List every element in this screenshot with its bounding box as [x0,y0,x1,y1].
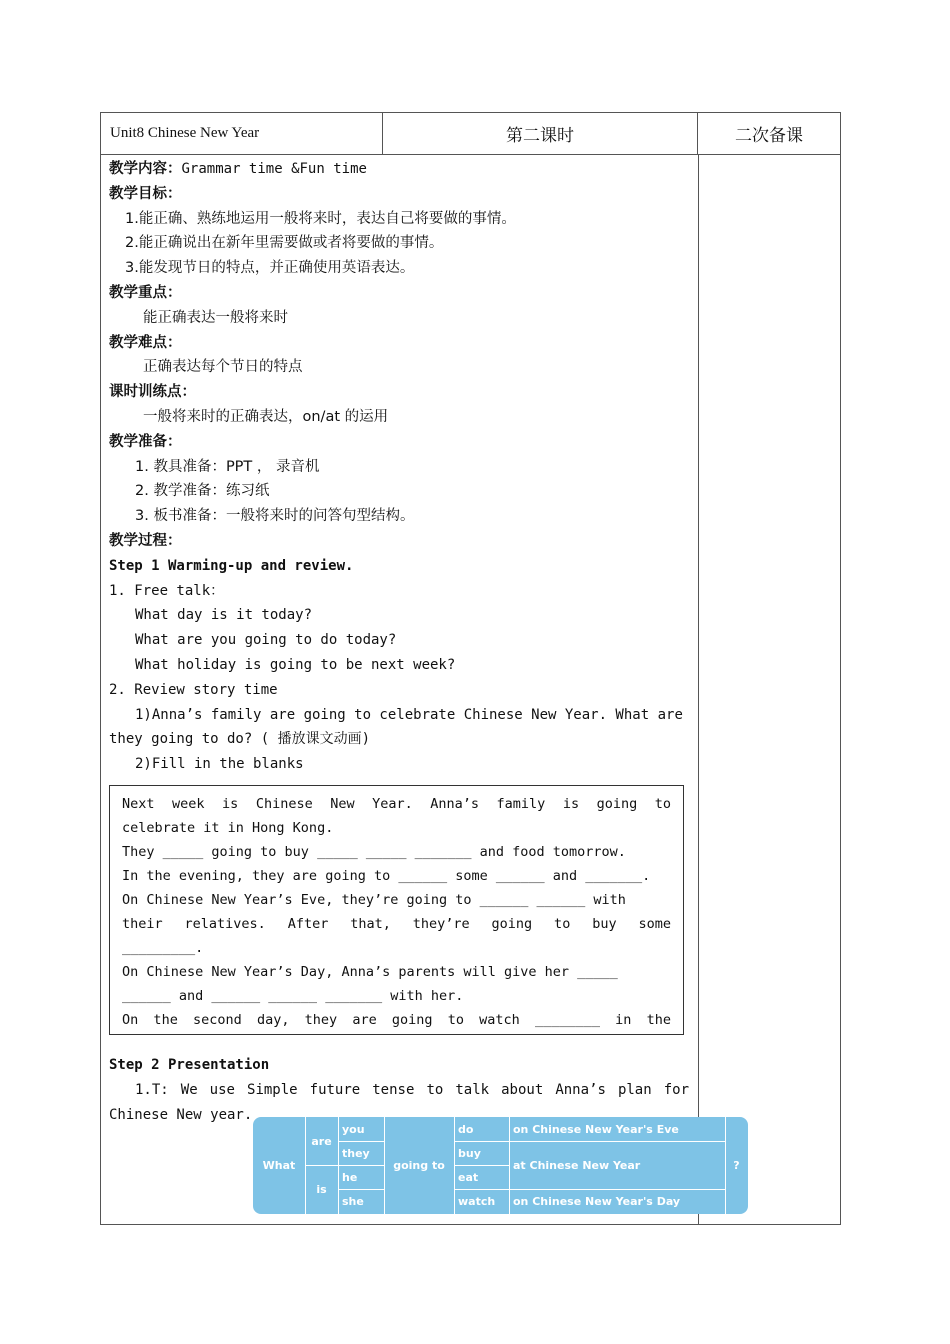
step2-title: Step 2 Presentation [109,1057,270,1073]
step1-title: Step 1 Warming-up and review. [109,557,354,574]
objectives-label: 教学目标： [109,185,182,202]
difficulties-label: 教学难点： [109,334,182,351]
fill-line-4: In the evening, they are going to ______ some ______ and _______. [122,868,651,884]
objective-3: 3.能发现节日的特点，并正确使用英语表达。 [125,260,415,277]
fill-line-10: On the second day, they are going to watch ________ in the [122,1012,671,1028]
column-divider [698,155,699,1224]
process-label: 教学过程： [109,532,182,549]
question-2: What are you going to do today? [135,632,397,649]
training-label: 课时训练点： [109,384,196,401]
fill-line-5: On Chinese New Year’s Eve, they’re going to ______ ______ with [122,892,626,908]
grammar-question-mark: ? [733,1159,740,1172]
unit-title: Unit8 Chinese New Year [110,125,260,141]
grammar-verb-eat: eat [458,1170,479,1184]
teaching-content-line [109,157,689,182]
grammar-time-day: on Chinese New Year's Day [513,1195,681,1208]
teaching-content-value: Grammar time &Fun time [181,161,367,177]
objective-1: 1.能正确、熟练地运用一般将来时，表达自己将要做的事情。 [125,210,516,227]
fill-line-2: celebrate it in Hong Kong. [122,820,334,836]
grammar-verb-do: do [458,1122,474,1136]
grammar-subject-she: she [342,1195,364,1208]
grammar-table [253,1117,748,1214]
grammar-is: is [316,1183,327,1196]
fill-line-9: ______ and ______ ______ _______ with her. [122,988,464,1004]
grammar-are: are [311,1134,332,1148]
key-points-label: 教学重点： [109,284,182,301]
fill-line-1: Next week is Chinese New Year. Anna’s family is going to [122,796,671,812]
grammar-verb-watch: watch [458,1195,496,1208]
lesson-number: 第二课时 [506,126,574,146]
unit-title-cell [101,113,383,155]
review-step-1b: they going to do? ( 播放课文动画) [109,731,371,748]
grammar-going-to: going to [393,1159,445,1172]
grammar-subject-you: you [342,1122,365,1136]
fill-line-7: _________. [122,940,204,956]
lesson-plan-table [100,112,841,1225]
key-points: 能正确表达一般将来时 [143,309,288,326]
fill-line-3: They _____ going to buy _____ _____ _______ and food tomorrow. [122,844,626,860]
step2-line-1: 1.T: We use Simple future tense to talk about Anna’s plan for [135,1081,689,1098]
prep-item-1: 1. 教具准备：PPT ， 录音机 [135,458,320,475]
grammar-subject-he: he [342,1170,358,1184]
lesson-number-cell [383,113,698,155]
prep-item-2: 2. 教学准备：练习纸 [135,483,270,500]
lesson-content [109,157,689,777]
grammar-verb-buy: buy [458,1146,481,1160]
fill-in-blanks-box [109,785,684,1035]
difficulties: 正确表达每个节日的特点 [143,359,303,376]
prep-item-3: 3. 板书准备：一般将来时的问答句型结构。 [135,508,415,525]
fill-line-8: On Chinese New Year’s Day, Anna’s parents will give her _____ [122,964,618,980]
teaching-content-label: 教学内容： [109,161,182,177]
question-3: What holiday is going to be next week? [135,656,456,673]
review-step-1a: 1)Anna’s family are going to celebrate Chinese New Year. What are [135,706,683,723]
free-talk: 1. Free talk： [109,582,225,599]
second-prep-heading: 二次备课 [735,126,803,146]
objective-2: 2.能正确说出在新年里需要做或者将要做的事情。 [125,235,444,252]
second-prep-cell [698,113,840,155]
review-story: 2. Review story time [109,681,278,698]
grammar-time-new-year: at Chinese New Year [513,1158,641,1172]
training: 一般将来时的正确表达，on/at 的运用 [143,408,389,425]
prep-label: 教学准备： [109,433,182,450]
grammar-time-eve: on Chinese New Year's Eve [513,1122,679,1136]
grammar-subject-they: they [342,1146,370,1160]
grammar-what: What [262,1159,296,1172]
step2-line-2: Chinese New year. [109,1106,253,1123]
question-1: What day is it today? [135,607,313,624]
fill-line-6: their relatives. After that, they’re going to buy some [122,916,671,932]
review-step-2: 2)Fill in the blanks [135,756,304,773]
